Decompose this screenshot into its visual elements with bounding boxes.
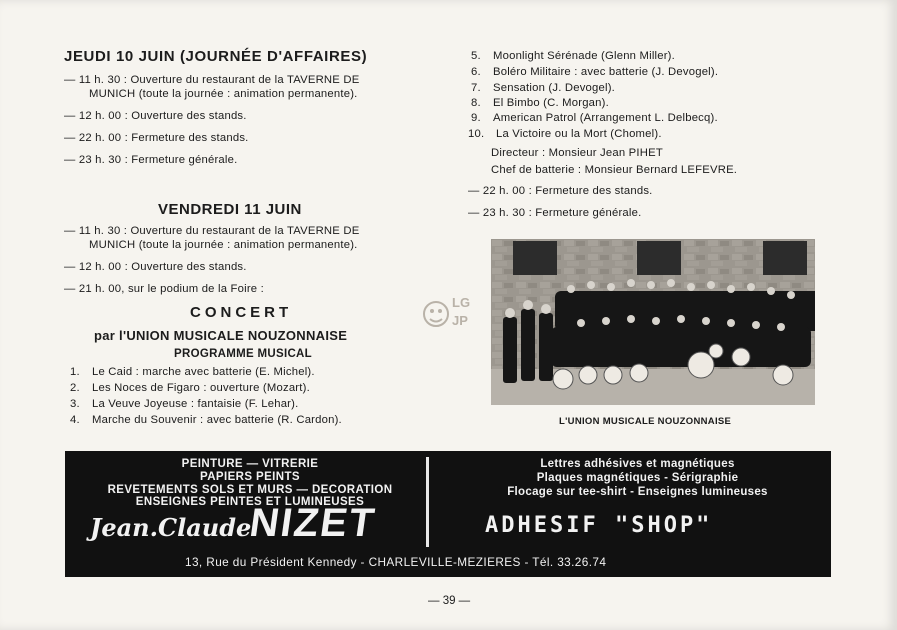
closing-item: — 23 h. 30 : Fermeture générale. — [468, 207, 642, 219]
program-text: Boléro Militaire : avec batterie (J. Devogel). — [493, 66, 719, 78]
program-number: 1. — [70, 366, 80, 378]
program-number: 7. — [471, 82, 481, 94]
ad-left-line: PEINTURE — VITRERIE — [181, 458, 319, 470]
advertisement-banner — [65, 451, 831, 577]
program-number: 3. — [70, 398, 80, 410]
program-number: 6. — [471, 66, 481, 78]
program-text: American Patrol (Arrangement L. Delbecq). — [493, 112, 718, 124]
program-item — [471, 65, 718, 79]
program-number: 8. — [471, 97, 481, 109]
ad-address: 13, Rue du Président Kennedy - CHARLEVILLE-MEZIERES - Tél. 33.26.74 — [185, 555, 607, 569]
ad-left-line: REVETEMENTS SOLS ET MURS — DECORATION — [107, 484, 393, 496]
ad-shop-logo: ADHESIF "SHOP" — [485, 513, 713, 538]
ad-signature: Jean.Claude — [90, 513, 252, 542]
concert-heading: CONCERT — [190, 304, 293, 321]
ad-left-line: ENSEIGNES PEINTES ET LUMINEUSES — [135, 496, 365, 508]
jeudi-item: MUNICH (toute la journée : animation permanente). — [89, 88, 358, 100]
jeudi-item: — 12 h. 00 : Ouverture des stands. — [64, 110, 247, 122]
watermark-logo — [422, 294, 478, 334]
vendredi-item: — 21 h. 00, sur le podium de la Foire : — [64, 283, 264, 295]
program-item — [471, 96, 609, 110]
program-number: 10. — [468, 128, 485, 140]
union-heading: par l'UNION MUSICALE NOUZONNAISE — [94, 328, 348, 343]
program-number: 2. — [70, 382, 80, 394]
program-item — [471, 49, 675, 63]
program-text: Marche du Souvenir : avec batterie (R. Cardon). — [92, 414, 342, 426]
directeur-line: Directeur : Monsieur Jean PIHET — [491, 147, 663, 159]
vendredi-item: — 12 h. 00 : Ouverture des stands. — [64, 261, 247, 273]
watermark-text: LG — [452, 295, 471, 310]
ad-brand-nizet: NIZET — [246, 501, 379, 545]
program-item — [70, 397, 298, 411]
program-text: Les Noces de Figaro : ouverture (Mozart). — [92, 382, 310, 394]
watermark-text: JP — [452, 313, 468, 328]
jeudi-item: — 22 h. 00 : Fermeture des stands. — [64, 132, 249, 144]
program-number: 5. — [471, 50, 481, 62]
program-text: Le Caid : marche avec batterie (E. Michel). — [92, 366, 315, 378]
vendredi-item: — 11 h. 30 : Ouverture du restaurant de la TAVERNE DE — [64, 225, 360, 237]
program-item — [471, 111, 718, 125]
band-photo-image — [491, 239, 815, 405]
ad-right-line: Lettres adhésives et magnétiques — [540, 458, 735, 470]
ad-divider — [426, 457, 429, 547]
vendredi-title: VENDREDI 11 JUIN — [158, 201, 302, 218]
program-item — [70, 365, 315, 379]
photo-caption: L'UNION MUSICALE NOUZONNAISE — [559, 416, 732, 427]
program-item — [468, 127, 662, 141]
vendredi-item: MUNICH (toute la journée : animation permanente). — [89, 239, 358, 251]
ad-right-line: Plaques magnétiques - Sérigraphie — [536, 472, 739, 484]
program-text: La Victoire ou la Mort (Chomel). — [496, 128, 662, 140]
program-item — [471, 81, 615, 95]
program-number: 9. — [471, 112, 481, 124]
ad-left-line: PAPIERS PEINTS — [200, 471, 300, 483]
program-text: El Bimbo (C. Morgan). — [493, 97, 609, 109]
jeudi-item: — 11 h. 30 : Ouverture du restaurant de la TAVERNE DE — [64, 74, 360, 86]
program-number: 4. — [70, 414, 80, 426]
ad-right-line: Flocage sur tee-shirt - Enseignes lumineuses — [507, 486, 768, 498]
chef-line: Chef de batterie : Monsieur Bernard LEFEVRE. — [491, 164, 738, 176]
program-text: Moonlight Sérénade (Glenn Miller). — [493, 50, 675, 62]
program-text: Sensation (J. Devogel). — [493, 82, 616, 94]
jeudi-title: JEUDI 10 JUIN (JOURNÉE D'AFFAIRES) — [64, 48, 368, 65]
program-item — [70, 381, 310, 395]
program-item — [70, 413, 342, 427]
jeudi-item: — 23 h. 30 : Fermeture générale. — [64, 154, 238, 166]
page-number: — 39 — — [428, 595, 471, 607]
closing-item: — 22 h. 00 : Fermeture des stands. — [468, 185, 653, 197]
programme-heading: PROGRAMME MUSICAL — [174, 348, 312, 360]
program-text: La Veuve Joyeuse : fantaisie (F. Lehar). — [92, 398, 299, 410]
band-photo — [491, 239, 815, 405]
